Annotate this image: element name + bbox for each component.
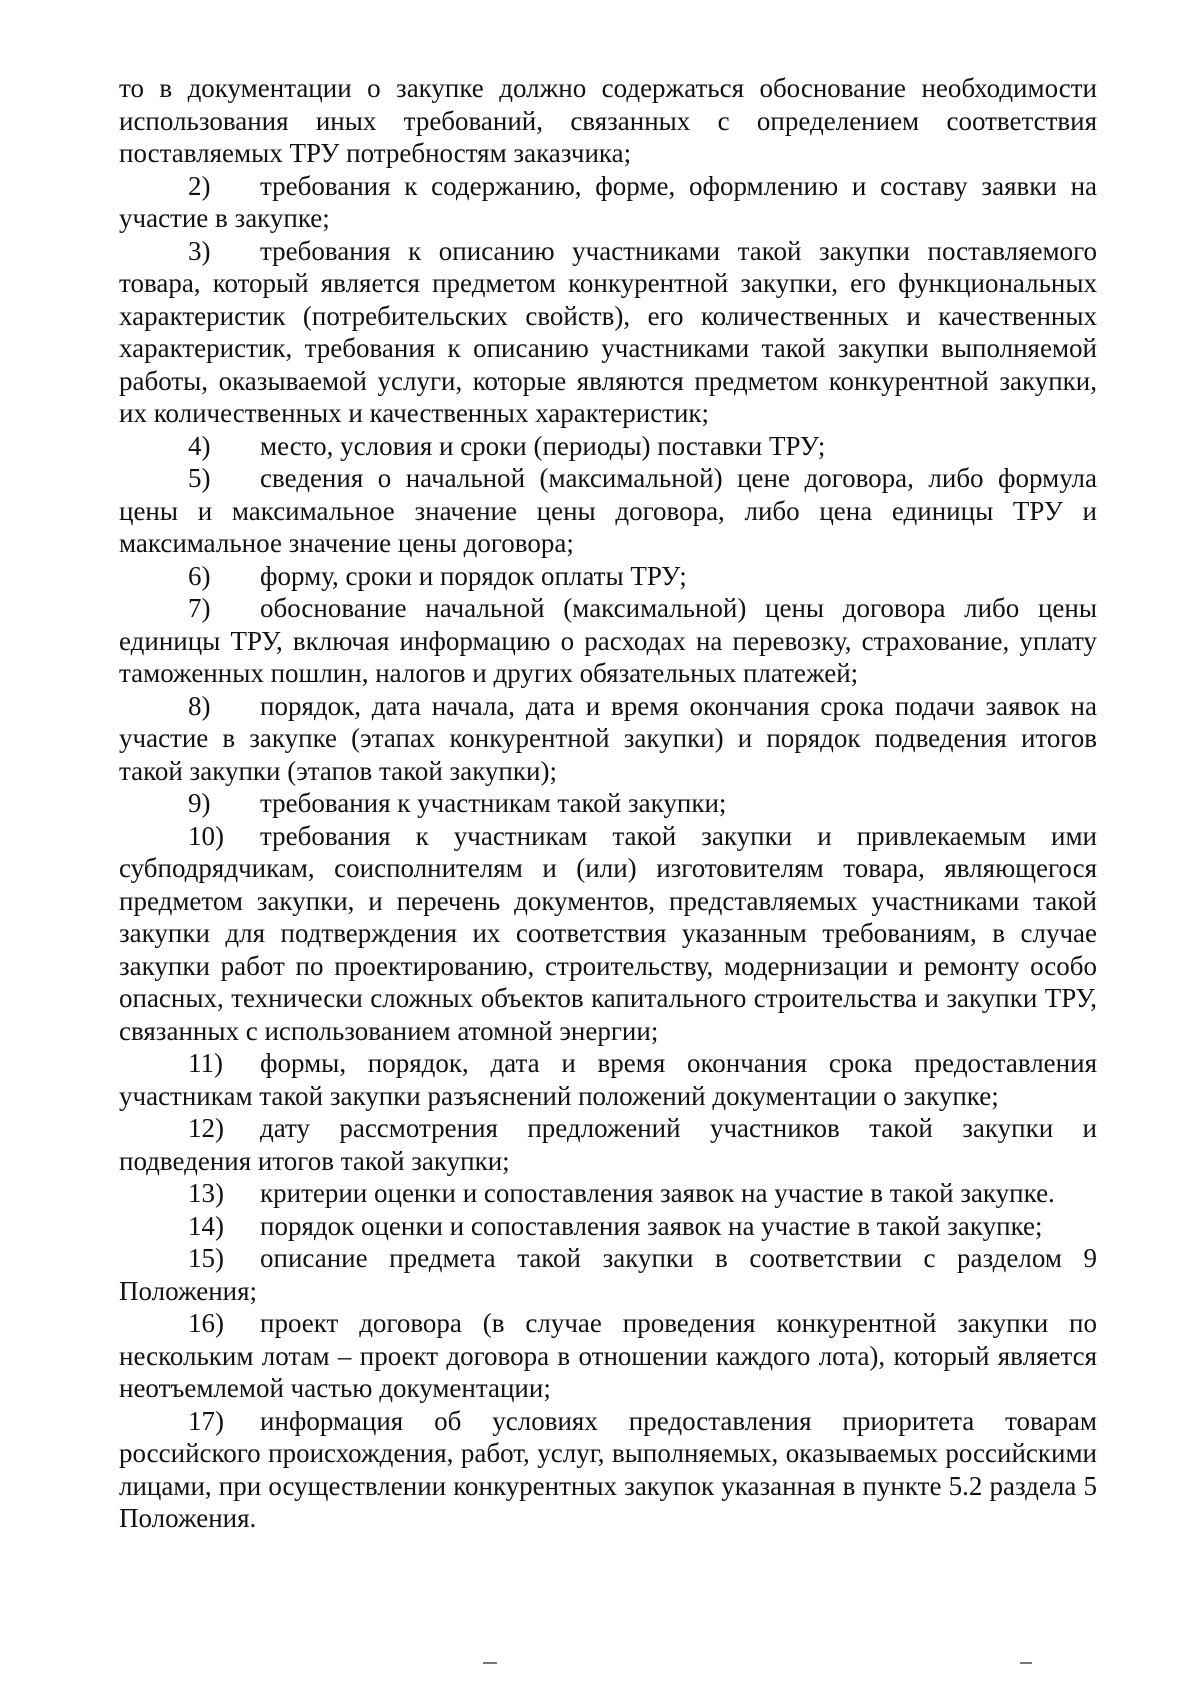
list-item <box>119 1047 1097 1112</box>
item-number: 3) <box>188 235 211 266</box>
list-item <box>119 1405 1097 1535</box>
list-item <box>119 592 1097 690</box>
item-text: порядок, дата начала, дата и время окончания срока подачи заявок на участие в закупке (этапах конкурентной закупки) и порядок подведения итогов такой закупки (этапов такой закупки); <box>119 690 1097 786</box>
list-item <box>119 1112 1097 1177</box>
item-text: обоснование начальной (максимальной) цены договора либо цены единицы ТРУ, включая информацию о расходах на перевозку, страхование, уплату таможенных пошлин, налогов и других обязательных платежей; <box>119 593 1097 688</box>
scan-speck <box>1020 1662 1032 1664</box>
item-number: 15) <box>188 1243 224 1273</box>
list-item <box>119 462 1097 560</box>
item-number: 4) <box>188 430 211 461</box>
list-item <box>119 1177 1097 1210</box>
item-number: 17) <box>188 1405 224 1436</box>
item-number: 8) <box>188 690 211 721</box>
document-body <box>119 72 1097 1535</box>
item-number: 6) <box>188 560 211 591</box>
item-text: проект договора (в случае проведения конкурентной закупки по нескольким лотам – проект договора в отношении каждого лота), который является неотъемлемой частью документации; <box>119 1308 1097 1403</box>
item-text: описание предмета такой закупки в соответствии с разделом 9 Положения; <box>119 1243 1097 1306</box>
item-number: 10) <box>188 820 224 851</box>
item-number: 7) <box>188 593 211 623</box>
list-item <box>119 235 1097 430</box>
item-number: 9) <box>188 788 211 818</box>
item-text: формы, порядок, дата и время окончания срока предоставления участникам такой закупки разъяснений положений документации о закупке; <box>119 1048 1097 1111</box>
item-text: порядок оценки и сопоставления заявок на участие в такой закупке; <box>260 1210 1043 1241</box>
item-number: 11) <box>188 1048 223 1078</box>
list-item <box>119 170 1097 235</box>
item-text: форму, сроки и порядок оплаты ТРУ; <box>260 560 687 591</box>
item-number: 2) <box>188 170 211 201</box>
intro-paragraph: то в документации о закупке должно содержаться обоснование необходимости использования иных требований, связанных с определением соответствия поставляемых ТРУ потребностям заказчика; <box>119 73 1097 168</box>
item-number: 16) <box>188 1308 224 1338</box>
list-item <box>119 690 1097 788</box>
item-text: требования к участникам такой закупки; <box>260 788 727 818</box>
item-text: критерии оценки и сопоставления заявок на участие в такой закупке. <box>260 1178 1055 1208</box>
item-number: 14) <box>188 1210 224 1241</box>
scan-specks <box>0 1662 1200 1672</box>
item-number: 12) <box>188 1113 224 1143</box>
item-text: место, условия и сроки (периоды) поставки ТРУ; <box>260 430 826 461</box>
list-item <box>119 1210 1097 1243</box>
list-item <box>119 1307 1097 1405</box>
item-number: 5) <box>188 463 211 493</box>
item-text: требования к описанию участниками такой закупки поставляемого товара, который является предметом конкурентной закупки, его функциональных характеристик (потребительских свойств), его количественных и качественных характеристик, требования к описанию участниками такой закупки выполняемой работы, оказываемой услуги, которые являются предметом конкурентной закупки, их количественных и качественных характеристик; <box>119 235 1097 428</box>
list-item <box>119 430 1097 463</box>
list-item <box>119 560 1097 593</box>
list-item <box>119 1242 1097 1307</box>
item-text: требования к содержанию, форме, оформлению и составу заявки на участие в закупке; <box>119 170 1097 233</box>
item-text: информация об условиях предоставления приоритета товарам российского происхождения, работ, услуг, выполняемых, оказываемых российскими лицами, при осуществлении конкурентных закупок указанная в пункте 5.2 раздела 5 Положения. <box>119 1405 1097 1533</box>
item-text: требования к участникам такой закупки и привлекаемым ими субподрядчикам, соисполнителям и (или) изготовителям товара, являющегося предметом закупки, и перечень документов, представляемых участниками такой закупки для подтверждения их соответствия указанным требованиям, в случае закупки работ по проектированию, строительству, модернизации и ремонту особо опасных, технически сложных объектов капитального строительства и закупки ТРУ, связанных с использованием атомной энергии; <box>119 820 1097 1046</box>
item-number: 13) <box>188 1178 224 1208</box>
list-item <box>119 820 1097 1048</box>
list-item <box>119 787 1097 820</box>
item-text: сведения о начальной (максимальной) цене договора, либо формула цены и максимальное значение цены договора, либо цена единицы ТРУ и максимальное значение цены договора; <box>119 463 1097 558</box>
item-text: дату рассмотрения предложений участников такой закупки и подведения итогов такой закупки; <box>119 1113 1097 1176</box>
scan-speck <box>483 1662 497 1664</box>
